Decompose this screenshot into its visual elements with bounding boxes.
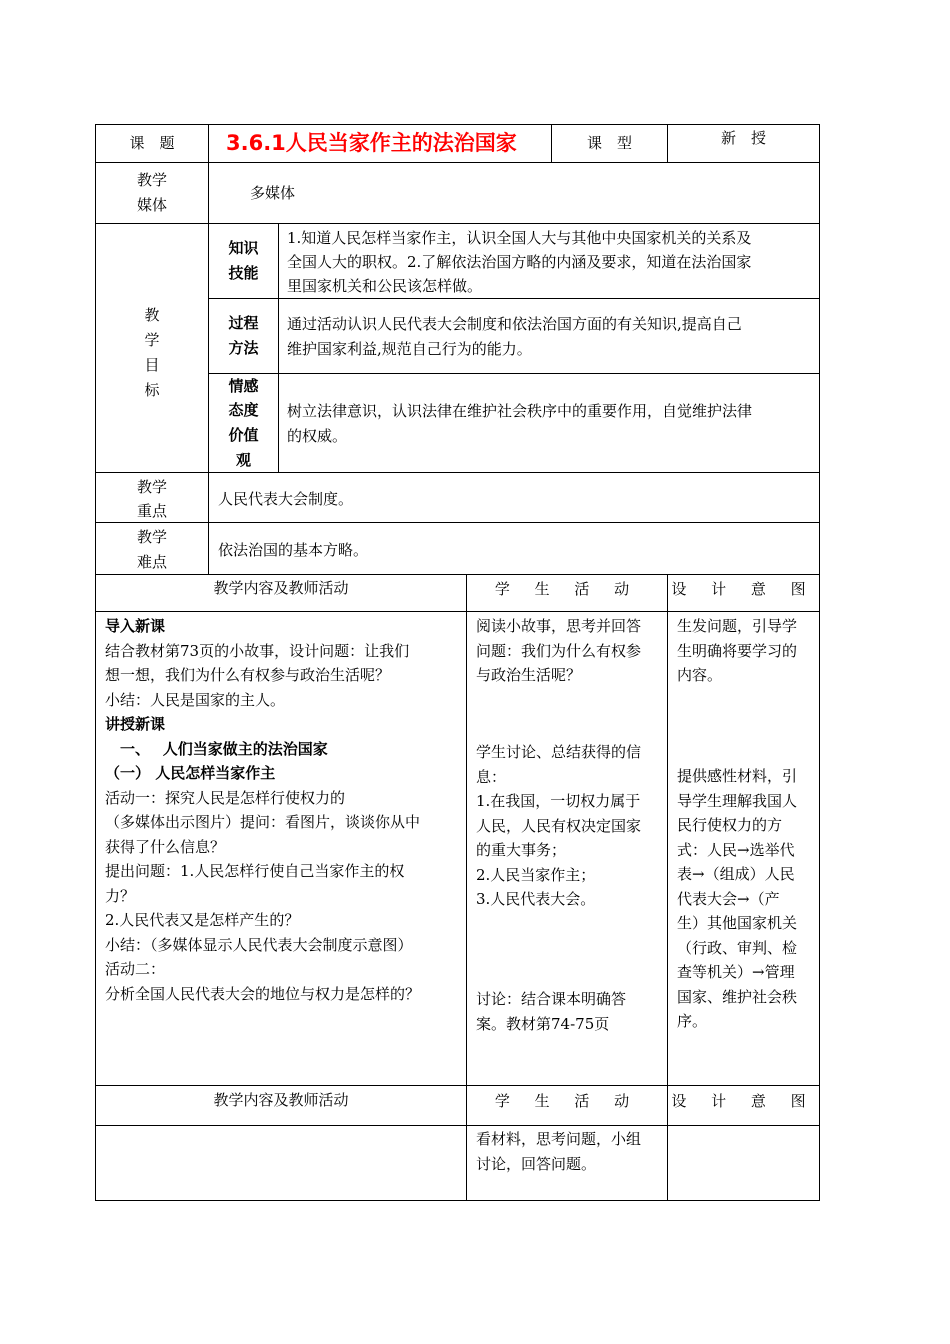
table-border: [95, 1200, 820, 1201]
student-column-header: 学 生 活 动: [494, 580, 640, 598]
design-line: 生发问题，引导学: [677, 617, 798, 635]
teacher-line: （一） 人民怎样当家作主: [105, 764, 276, 782]
design-line: 代表大会→（产: [677, 889, 780, 908]
media-label: 媒体: [136, 196, 167, 214]
difficulty-value: 依法治国的基本方略。: [218, 541, 369, 559]
table-border: [95, 223, 820, 224]
table-border: [208, 373, 820, 374]
difficulty-label: 难点: [136, 553, 167, 571]
student-line: 问题：我们为什么有权参: [476, 641, 642, 660]
teacher-line: 小结：（多媒体显示人民代表大会制度示意图）: [105, 935, 413, 954]
teacher-line: 小结：人民是国家的主人。: [105, 690, 286, 709]
teacher-line: 导入新课: [105, 617, 166, 635]
difficulty-label: 教学: [136, 528, 167, 546]
teacher-activity-content: [105, 614, 420, 1006]
student-line: 1.在我国，一切权力属于: [476, 792, 641, 810]
objectives-label: 学: [144, 331, 160, 349]
design-line: 序。: [677, 1012, 708, 1030]
knowledge-text: 1.知道人民怎样当家作主，认识全国人大与其他中央国家机关的关系及: [287, 229, 752, 247]
table-border: [95, 162, 820, 163]
design-line: 生明确将要学习的: [677, 641, 798, 660]
student-activity-answer: [476, 987, 626, 1036]
student-activity-intro: [476, 614, 641, 688]
lesson-title: 3.6.1人民当家作主的法治国家: [226, 131, 517, 155]
design-line: 生）其他国家机关: [677, 914, 798, 932]
design-intent-material: [677, 764, 797, 1034]
student-activity-discussion: [476, 740, 641, 912]
key-point-label: 教学: [136, 478, 167, 496]
student-line: 的重大事务；: [476, 841, 567, 859]
teacher-line: 提出问题：1.人民怎样行使自己当家作主的权: [105, 862, 405, 880]
design-line: 导学生理解我国人: [677, 791, 798, 810]
student-line: 人民，人民有权决定国家: [476, 816, 642, 835]
knowledge-label: 技能: [228, 264, 259, 282]
teacher-line: 活动一：探究人民是怎样行使权力的: [105, 788, 346, 807]
teacher-column-header-repeat: 教学内容及教师活动: [213, 1091, 349, 1109]
teacher-line: 2.人民代表又是怎样产生的？: [105, 911, 300, 929]
design-line: 表→（组成）人民: [677, 865, 795, 883]
design-line: 内容。: [677, 666, 723, 684]
student-line: 2.人民当家作主；: [476, 865, 596, 884]
student-line: 3.人民代表大会。: [476, 890, 596, 908]
teacher-line: 获得了什么信息？: [105, 837, 226, 856]
student-activity-final: [476, 1127, 641, 1176]
process-text: 通过活动认识人民代表大会制度和依法治国方面的有关知识,提高自己: [287, 315, 742, 333]
student-line: 讨论：结合课本明确答: [476, 990, 627, 1008]
table-border: [95, 1085, 820, 1086]
student-line: 与政治生活呢？: [476, 666, 582, 684]
teacher-line: 活动二：: [105, 960, 166, 978]
table-border: [819, 124, 820, 575]
process-label: 过程: [228, 314, 259, 332]
emotion-label: 价值: [228, 426, 259, 444]
design-line: 式：人民→选举代: [677, 840, 795, 859]
design-line: 国家、维护社会秩: [677, 987, 798, 1006]
student-column-header-repeat: 学 生 活 动: [494, 1092, 640, 1110]
emotion-label: 态度: [228, 401, 259, 419]
design-intent-intro: [677, 614, 797, 688]
student-line: 息：: [476, 767, 507, 786]
key-point-label: 重点: [136, 502, 167, 520]
design-line: （行政、审判、检: [677, 938, 798, 957]
knowledge-text: 全国人大的职权。2.了解依法治国方略的内涵及要求，知道在法治国家: [287, 253, 752, 271]
teacher-line: 分析全国人民代表大会的地位与权力是怎样的？: [105, 984, 421, 1003]
teacher-line: （多媒体出示图片）提问：看图片，谈谈你从中: [105, 813, 421, 831]
emotion-text: 的权威。: [287, 427, 348, 445]
design-line: 民行使权力的方: [677, 816, 783, 834]
design-column-header: 设 计 意 图: [671, 580, 816, 598]
objectives-label: 标: [144, 381, 160, 399]
teacher-line: 讲授新课: [105, 715, 166, 733]
student-line: 学生讨论、总结获得的信: [476, 743, 642, 761]
teacher-line: 结合教材第73页的小故事，设计问题：让我们: [105, 641, 410, 660]
knowledge-label: 知识: [228, 239, 259, 257]
process-label: 方法: [228, 339, 259, 357]
subject-label: 课 题: [129, 134, 175, 152]
table-border: [278, 223, 279, 473]
objectives-label: 目: [144, 356, 160, 374]
emotion-text: 树立法律意识，认识法律在维护社会秩序中的重要作用，自觉维护法律: [287, 402, 753, 420]
emotion-label: 情感: [228, 377, 259, 395]
table-border: [95, 611, 820, 612]
design-line: 查等机关）→管理: [677, 963, 795, 981]
table-border: [95, 124, 820, 125]
media-label: 教学: [136, 171, 167, 189]
type-label: 课 型: [586, 134, 632, 152]
student-line: 讨论，回答问题。: [476, 1154, 597, 1173]
student-line: 阅读小故事，思考并回答: [476, 617, 642, 635]
process-text: 维护国家利益,规范自己行为的能力。: [287, 340, 532, 358]
objectives-label: 教: [144, 306, 160, 324]
table-border: [819, 574, 820, 1201]
design-column-header-repeat: 设 计 意 图: [671, 1092, 816, 1110]
media-value: 多媒体: [250, 184, 296, 202]
table-border: [95, 472, 820, 473]
key-point-value: 人民代表大会制度。: [218, 490, 354, 508]
teacher-line: 想一想，我们为什么有权参与政治生活呢？: [105, 666, 391, 684]
emotion-label: 观: [235, 451, 251, 469]
knowledge-text: 里国家机关和公民该怎样做。: [287, 277, 483, 295]
type-value: 新 授: [720, 129, 766, 147]
table-border: [95, 1125, 820, 1126]
teacher-line: 一、 人们当家做主的法治国家: [105, 739, 328, 758]
teacher-column-header: 教学内容及教师活动: [213, 579, 349, 597]
design-line: 提供感性材料，引: [677, 767, 798, 785]
teacher-line: 力？: [105, 886, 136, 905]
student-line: 案。教材第74-75页: [476, 1014, 610, 1033]
student-line: 看材料，思考问题，小组: [476, 1130, 642, 1148]
